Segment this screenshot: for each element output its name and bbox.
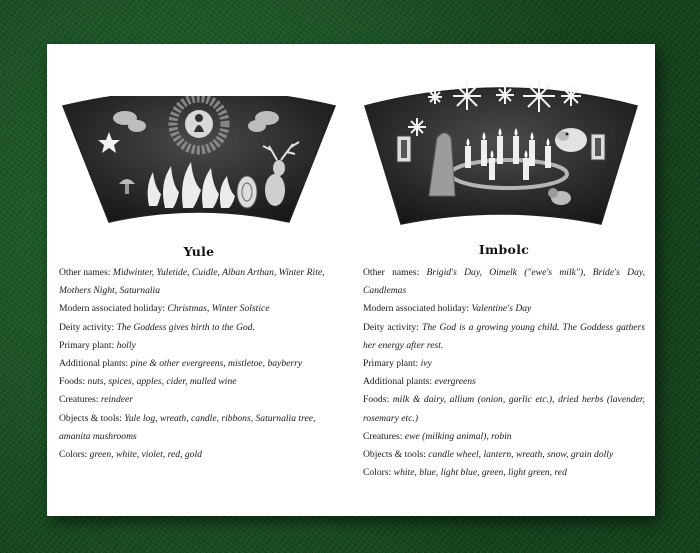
yule-illustration: [61, 96, 337, 224]
imbolc-other-names: Other names: Brigid's Day, Oimelk ("ewe's milk"), Bride's Day, Candlemas: [363, 267, 645, 297]
imbolc-title: Imbolc: [478, 242, 530, 257]
yule-objects-tools: Objects & tools: Yule log, wreath, candle, ribbons, Saturnalia tree, amanita mushrooms: [59, 412, 316, 442]
yule-creatures: Creatures: reindeer: [59, 394, 133, 406]
yule-title: Yule: [183, 244, 215, 259]
yule-primary-plant: Primary plant: holly: [59, 339, 136, 351]
book-spread: [47, 44, 655, 516]
imbolc-illustration: [363, 78, 639, 226]
imbolc-objects-tools: Objects & tools: candle wheel, lantern, wreath, snow, grain dolly: [363, 449, 614, 461]
imbolc-colors: Colors: white, blue, light blue, green, light green, red: [363, 467, 567, 479]
yule-deity-activity: Deity activity: The Goddess gives birth to the God.: [59, 321, 255, 333]
yule-modern-holiday: Modern associated holiday: Christmas, Winter Solstice: [59, 303, 270, 315]
imbolc-page: [363, 44, 645, 516]
imbolc-additional-plants: Additional plants: evergreens: [363, 376, 476, 388]
yule-details: [59, 264, 339, 464]
yule-other-names: Other names: Midwinter, Yuletide, Cuidle, Alban Arthan, Winter Rite, Mothers Night, Saturnalia: [59, 267, 325, 297]
yule-colors: Colors: green, white, violet, red, gold: [59, 449, 202, 461]
imbolc-deity-activity: Deity activity: The God is a growing young child. The Goddess gathers her energy after rest.: [363, 321, 645, 351]
imbolc-primary-plant: Primary plant: ivy: [363, 358, 432, 370]
imbolc-modern-holiday: Modern associated holiday: Valentine's Day: [363, 303, 532, 315]
yule-additional-plants: Additional plants: pine & other evergreens, mistletoe, bayberry: [59, 358, 303, 370]
imbolc-creatures: Creatures: ewe (milking animal), robin: [363, 430, 512, 442]
yule-foods: Foods: nuts, spices, apples, cider, mulled wine: [59, 376, 237, 388]
imbolc-details: [363, 264, 645, 482]
yule-page: [59, 44, 339, 516]
imbolc-foods: Foods: milk & dairy, allium (onion, garlic etc.), dried herbs (lavender, rosemary etc.): [363, 394, 645, 424]
